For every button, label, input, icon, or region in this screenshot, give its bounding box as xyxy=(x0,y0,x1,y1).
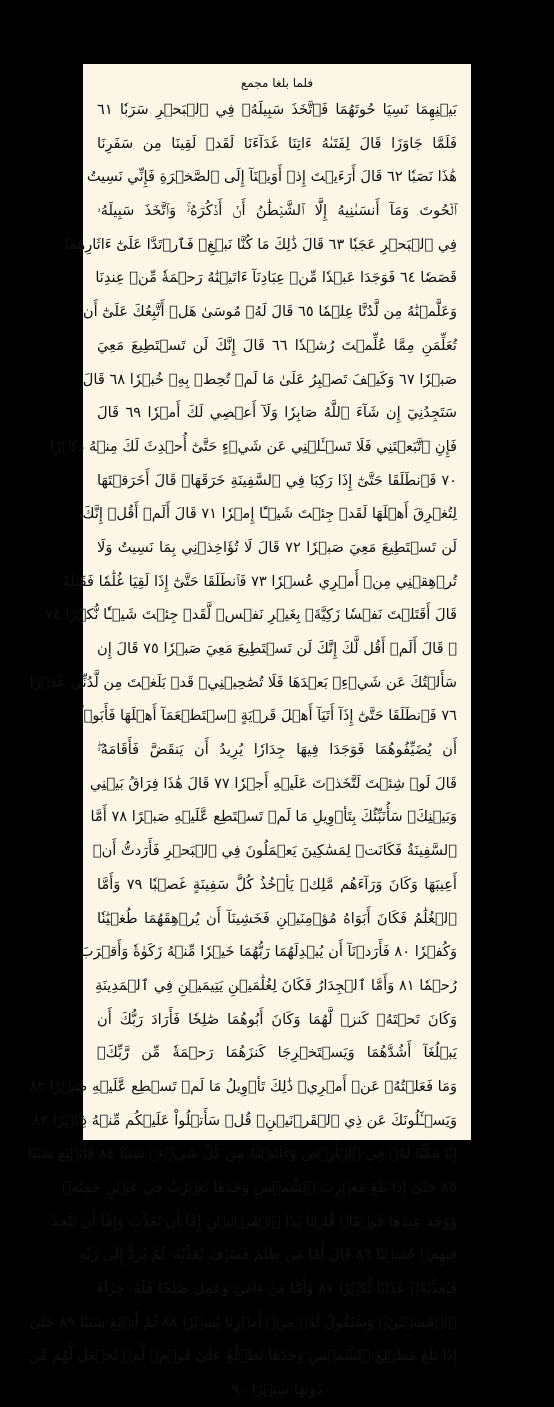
verse-line: دُونِهَا سِتۡرٗا ٩٠ xyxy=(231,1381,323,1399)
verse-line: وَبَيۡنِكَۚ سَأُنَبِّئُكَ بِتَأۡوِيلِ مَا لَمۡ تَسۡتَطِع عَّلَيۡهِ صَبۡرًا ٧٨ أَمَّا xyxy=(90,808,457,826)
verse-line: تُرۡهِقۡنِي مِنۡ أَمۡرِي عُسۡرٗا ٧٣ فَٱنطَلَقَا حَتَّىٰٓ إِذَا لَقِيَا غُلَٰمٗا فَقَتَلَهُۥ xyxy=(58,572,457,590)
verse-line: ٨٥ حَتَّىٰٓ إِذَا بَلَغَ مَغۡرِبَ ٱلشَّمۡسِ وَجَدَهَا تَغۡرُبُ فِي عَيۡنٍ حَمِئَةٖ xyxy=(62,1179,457,1196)
verse-line: فِيهِمۡ حُسۡنٗا ٨٦ قَالَ أَمَّا مَن ظَلَمَ فَسَوۡفَ نُعَذِّبُهُۥ ثُمَّ يُرَدُّ إِلَىٰ رَبِّهِۦ xyxy=(73,1246,457,1264)
verse-line: يَبۡلُغَآ أَشُدَّهُمَا وَيَسۡتَخۡرِجَا كَنزَهُمَا رَحۡمَةٗ مِّن رَّبِّكَۚ xyxy=(97,1044,457,1062)
verse-line: قَالَ أَقَتَلۡتَ نَفۡسٗا زَكِيَّةَۢ بِغَيۡرِ نَفۡسٖ لَّقَدۡ جِئۡتَ شَيۡـٔٗا نُّكۡرٗا ٧٤ xyxy=(45,606,457,624)
verse-line: ٱلۡحُوتَ وَمَآ أَنسَىٰنِيهُ إِلَّا ٱلشَّيۡطَٰنُ أَنۡ أَذۡكُرَهُۥۚ وَٱتَّخَذَ سَبِيلَهُۥ xyxy=(97,202,457,220)
verse-line: أَعِيبَهَا وَكَانَ وَرَآءَهُم مَّلِكٞ يَأۡخُذُ كُلَّ سَفِينَةٍ غَصۡبٗا ٧٩ وَأَمَّا xyxy=(97,875,457,893)
verse-line: وَكُفۡرٗا ٨٠ فَأَرَدۡنَآ أَن يُبۡدِلَهُمَا رَبُّهُمَا خَيۡرٗا مِّنۡهُ زَكَوٰةٗ وَأَقۡرَبَ xyxy=(79,943,457,961)
verse-line: ۞ قَالَ أَلَمۡ أَقُل لَّكَ إِنَّكَ لَن تَسۡتَطِيعَ مَعِيَ صَبۡرٗا ٧٥ قَالَ إِن xyxy=(97,640,458,657)
verse-line: فَلَمَّا جَاوَزَا قَالَ لِفَتَىٰهُ ءَاتِنَا غَدَآءَنَا لَقَدۡ لَقِينَا مِن سَفَرِنَا xyxy=(97,134,457,152)
verse-line: بَيۡنِهِمَا نَسِيَا حُوتَهُمَا فَٱتَّخَذَ سَبِيلَهُۥ فِي ٱلۡبَحۡرِ سَرَبٗا ٦١ xyxy=(97,101,457,118)
verse-line: قَصَصٗا ٦٤ فَوَجَدَا عَبۡدٗا مِّنۡ عِبَادِنَآ ءَاتَيۡنَٰهُ رَحۡمَةٗ مِّنۡ عِندِنَا xyxy=(95,269,457,287)
verse-line: ٧٠ فَٱنطَلَقَا حَتَّىٰٓ إِذَا رَكِبَا فِي ٱلسَّفِينَةِ خَرَقَهَاۖ قَالَ أَخَرَقۡتَهَا xyxy=(97,471,457,489)
verse-line: لِتُغۡرِقَ أَهۡلَهَا لَقَدۡ جِئۡتَ شَيۡـًٔا إِمۡرٗا ٧١ قَالَ أَلَمۡ أَقُلۡ إِنَّكَ xyxy=(82,505,457,523)
verse-line: أَن يُضَيِّفُوهُمَا فَوَجَدَا فِيهَا جِدَارٗا يُرِيدُ أَن يَنقَضَّ فَأَقَامَهُۥۖ xyxy=(97,741,457,759)
verse-line: ٱلۡغُلَٰمُ فَكَانَ أَبَوَاهُ مُؤۡمِنَيۡنِ فَخَشِينَآ أَن يُرۡهِقَهُمَا طُغۡيَٰنٗا xyxy=(97,909,457,927)
mushaf-page xyxy=(27,64,471,1399)
verse-line: هَٰذَا نَصَبٗا ٦٢ قَالَ أَرَءَيۡتَ إِذۡ أَوَيۡنَآ إِلَى ٱلصَّخۡرَةِ فَإِنِّي نَسِيتُ xyxy=(86,168,457,186)
verse-line: قَالَ لَوۡ شِئۡتَ لَتَّخَذۡتَ عَلَيۡهِ أَجۡرٗا ٧٧ قَالَ هَٰذَا فِرَاقُ بَيۡنِي xyxy=(89,774,457,792)
verse-lines xyxy=(27,93,458,1407)
verse-line: تُعَلِّمَنِ مِمَّا عُلِّمۡتَ رُشۡدٗا ٦٦ قَالَ إِنَّكَ لَن تَسۡتَطِيعَ مَعِيَ xyxy=(97,336,457,354)
verse-line: سَأَلۡتُكَ عَن شَيۡءِۭ بَعۡدَهَا فَلَا تُصَٰحِبۡنِيۖ قَدۡ بَلَغۡتَ مِن لَّدُنِّي عُذۡرٗا xyxy=(29,673,457,691)
verse-line: رُحۡمٗا ٨١ وَأَمَّا ٱلۡجِدَارُ فَكَانَ لِغُلَٰمَيۡنِ يَتِيمَيۡنِ فِي ٱلۡمَدِينَةِ xyxy=(95,976,457,994)
verse-line: ٱلسَّفِينَةُ فَكَانَتۡ لِمَسَٰكِينَ يَعۡمَلُونَ فِي ٱلۡبَحۡرِ فَأَرَدتُّ أَنۡ xyxy=(92,842,457,860)
verse-line: ٱلۡحُسۡنَىٰۖ وَسَنَقُولُ لَهُۥ مِنۡ أَمۡرِنَا يُسۡرٗا ٨٨ ثُمَّ أَتۡبَعَ سَبَبًا ٨٩ حَتَّىٰٓ xyxy=(29,1313,457,1331)
verse-line: صَبۡرٗا ٦٧ وَكَيۡفَ تَصۡبِرُ عَلَىٰ مَا لَمۡ تُحِطۡ بِهِۦ خُبۡرٗا ٦٨ قَالَ xyxy=(82,370,457,388)
verse-line: ٧٦ فَٱنطَلَقَا حَتَّىٰٓ إِذَآ أَتَيَآ أَهۡلَ قَرۡيَةٍ ٱسۡتَطۡعَمَآ أَهۡلَهَا فَأَبَوۡاْ xyxy=(79,707,457,725)
verse-line: إِذَا بَلَغَ مَطۡلِعَ ٱلشَّمۡسِ وَجَدَهَا تَطۡلُعُ عَلَىٰ قَوۡمٖ لَّمۡ نَجۡعَل لَّهُم مِّن xyxy=(28,1347,457,1365)
verse-line: إِنَّا مَكَّنَّا لَهُۥ فِي ٱلۡأَرۡضِ وَءَاتَيۡنَٰهُ مِن كُلِّ شَيۡءٖ سَبَبٗا ٨٤ فَأَتۡبَعَ سَبَبًا xyxy=(27,1145,457,1163)
verse-line: وَكَانَ تَحۡتَهُۥ كَنزٞ لَّهُمَا وَكَانَ أَبُوهُمَا صَٰلِحٗا فَأَرَادَ رَبُّكَ أَن xyxy=(97,1010,457,1028)
verse-line: وَيَسۡـَٔلُونَكَ عَن ذِي ٱلۡقَرۡنَيۡنِۖ قُلۡ سَأَتۡلُواْ عَلَيۡكُم مِّنۡهُ ذِكۡرًا ٨٣ xyxy=(32,1111,457,1129)
verse-line: وَعَلَّمۡنَٰهُ مِن لَّدُنَّا عِلۡمٗا ٦٥ قَالَ لَهُۥ مُوسَىٰ هَلۡ أَتَّبِعُكَ عَلَىٰٓ أَن xyxy=(82,303,457,321)
verse-line: وَوَجَدَ عِندَهَا قَوۡمٗاۖ قُلۡنَا يَٰذَا ٱلۡقَرۡنَيۡنِ إِمَّآ أَن تُعَذِّبَ وَإِمَّآ أَن تَتَّخِذَ xyxy=(51,1212,457,1230)
verse-line: وَمَا فَعَلۡتُهُۥ عَنۡ أَمۡرِيۚ ذَٰلِكَ تَأۡوِيلُ مَا لَمۡ تَسۡطِع عَّلَيۡهِ صَبۡرٗا ٨٢ xyxy=(29,1077,457,1095)
verse-line: لَن تَسۡتَطِيعَ مَعِيَ صَبۡرٗا ٧٢ قَالَ لَا تُؤَاخِذۡنِي بِمَا نَسِيتُ وَلَا xyxy=(97,538,457,556)
page-header: فلما بلغا مجمع xyxy=(240,76,314,90)
verse-line: فَإِنِ ٱتَّبَعۡتَنِي فَلَا تَسۡـَٔلۡنِي عَن شَيۡءٍ حَتَّىٰٓ أُحۡدِثَ لَكَ مِنۡهُ ذِكۡرٗا xyxy=(50,437,457,455)
verse-line: سَتَجِدُنِيٓ إِن شَآءَ ٱللَّهُ صَابِرٗا وَلَآ أَعۡصِي لَكَ أَمۡرٗا ٦٩ قَالَ xyxy=(97,404,458,422)
verse-line: فَيُعَذِّبُهُۥ عَذَابٗا نُّكۡرٗا ٨٧ وَأَمَّا مَنۡ ءَامَنَ وَعَمِلَ صَٰلِحٗا فَلَهُۥ جَزَآءً xyxy=(97,1280,458,1298)
verse-line: فِي ٱلۡبَحۡرِ عَجَبٗا ٦٣ قَالَ ذَٰلِكَ مَا كُنَّا نَبۡغِۚ فَٱرۡتَدَّا عَلَىٰٓ ءَاثَارِهِمَا xyxy=(64,235,457,253)
